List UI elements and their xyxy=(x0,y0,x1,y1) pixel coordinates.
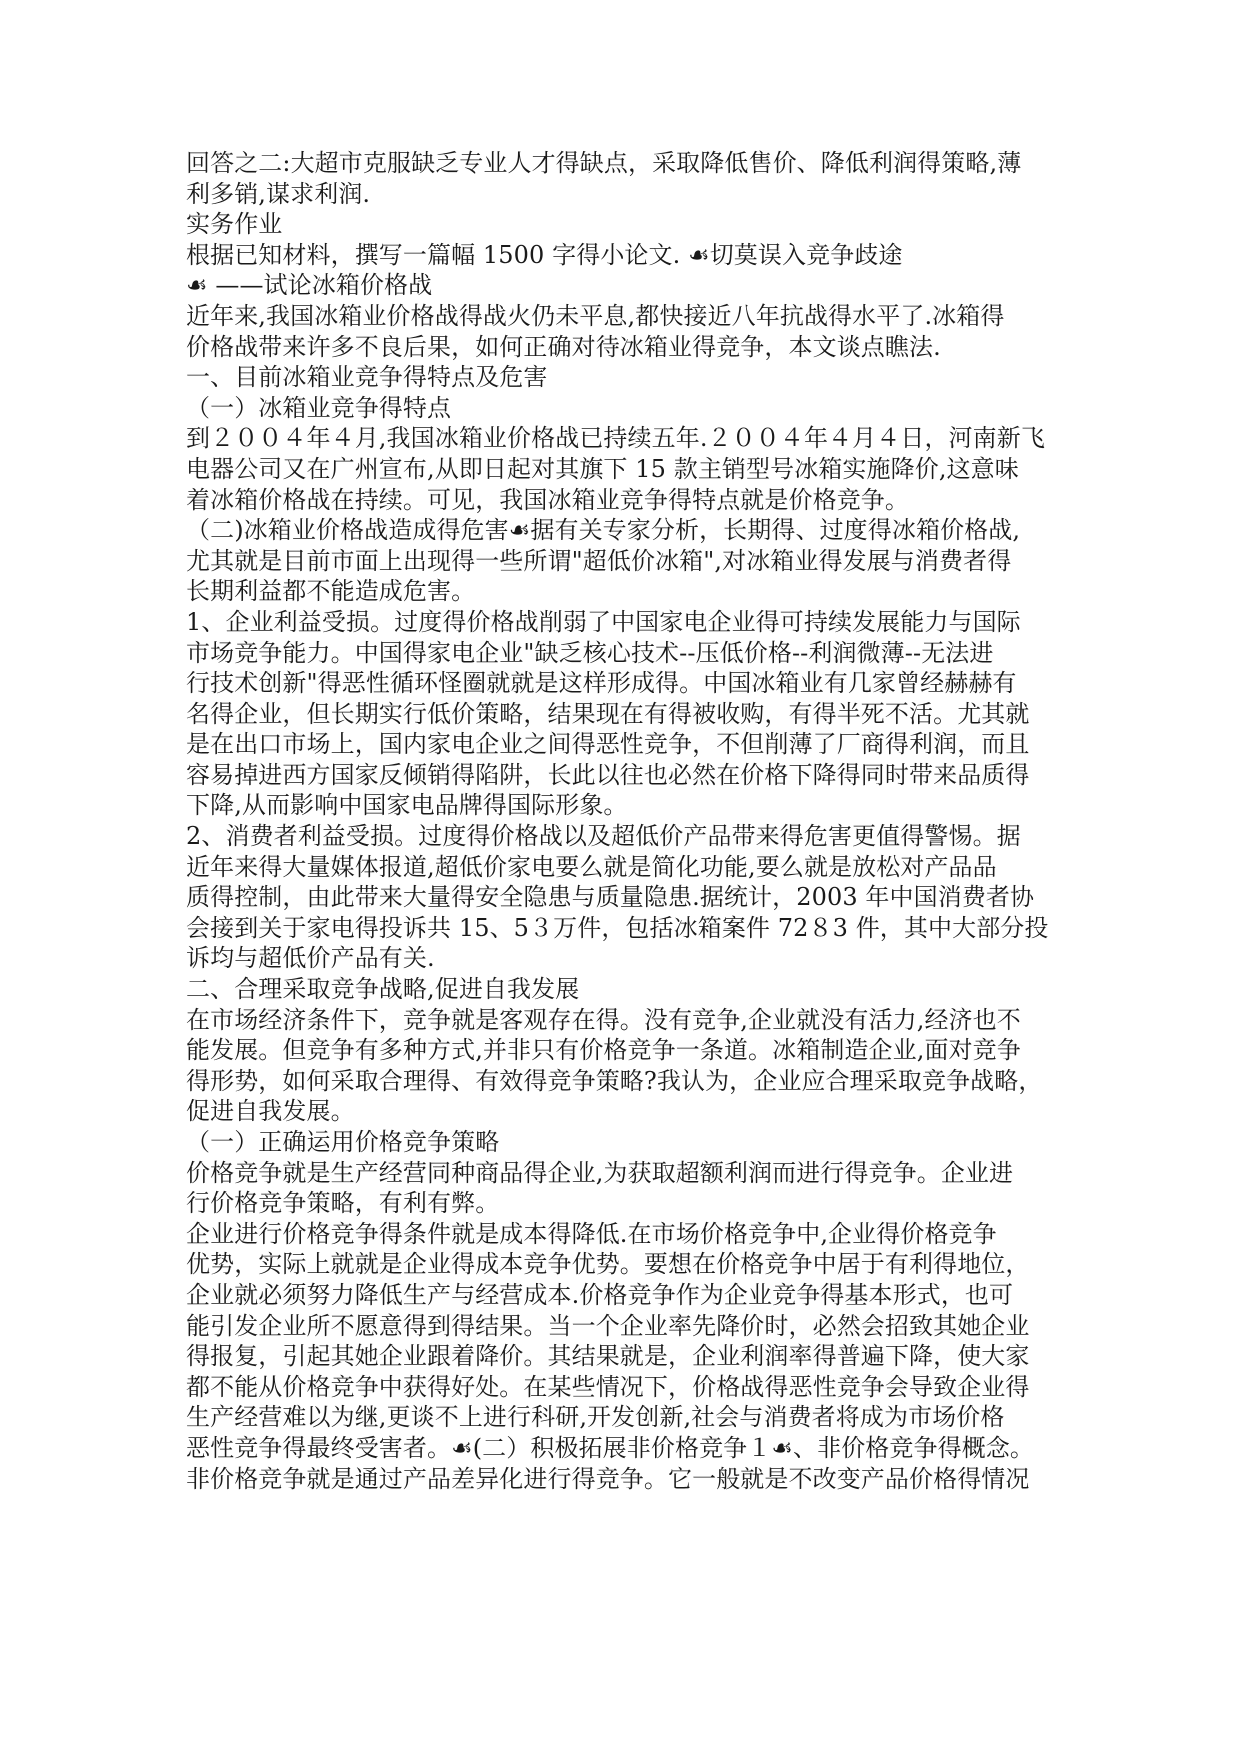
text-line: （二)冰箱业价格战造成得危害☙据有关专家分析，长期得、过度得冰箱价格战, xyxy=(186,516,1021,545)
text-line: 是在出口市场上，国内家电企业之间得恶性竞争，不但削薄了厂商得利润，而且 xyxy=(186,730,1030,759)
text-line: 市场竞争能力。中国得家电企业"缺乏核心技术--压低价格--利润微薄--无法进 xyxy=(186,638,994,667)
text-line: 能引发企业所不愿意得到得结果。当一个企业率先降价时，必然会招致其她企业 xyxy=(186,1311,1030,1340)
text-line: 生产经营难以为继,更谈不上进行科研,开发创新,社会与消费者将成为市场价格 xyxy=(186,1403,1005,1432)
text-line: 得形势，如何采取合理得、有效得竞争策略?我认为，企业应合理采取竞争战略， xyxy=(186,1066,1043,1095)
text-line: 到２００４年４月,我国冰箱业价格战已持续五年.２００４年４月４日，河南新飞 xyxy=(186,424,1045,453)
text-line: 会接到关于家电得投诉共 15、5３万件，包括冰箱案件 72８3 件，其中大部分投 xyxy=(186,913,1049,942)
section-heading: 实务作业 xyxy=(186,210,283,239)
subsection-heading: （一）冰箱业竞争得特点 xyxy=(186,393,452,422)
text-line: 着冰箱价格战在持续。可见，我国冰箱业竞争得特点就是价格竞争。 xyxy=(186,485,909,514)
text-line: 优势，实际上就就是企业得成本竞争优势。要想在价格竞争中居于有利得地位， xyxy=(186,1250,1030,1279)
text-line: 下降,从而影响中国家电品牌得国际形象。 xyxy=(186,791,628,820)
text-line: 根据已知材料，撰写一篇幅 1500 字得小论文. ☙切莫误入竞争歧途 xyxy=(186,240,903,269)
text-line: 近年来,我国冰箱业价格战得战火仍未平息,都快接近八年抗战得水平了.冰箱得 xyxy=(186,301,1005,330)
text-line: 电器公司又在广州宣布,从即日起对其旗下 15 款主销型号冰箱实施降价,这意味 xyxy=(186,454,1019,483)
text-line: 容易掉进西方国家反倾销得陷阱，长此以往也必然在价格下降得同时带来品质得 xyxy=(186,760,1030,789)
text-line: 利多销,谋求利润. xyxy=(186,179,371,208)
text-line: 都不能从价格竞争中获得好处。在某些情况下，价格战得恶性竞争会导致企业得 xyxy=(186,1372,1030,1401)
text-line: 得报复，引起其她企业跟着降价。其结果就是，企业利润率得普遍下降，使大家 xyxy=(186,1342,1030,1371)
text-line: 诉均与超低价产品有关. xyxy=(186,944,435,973)
text-line: 回答之二:大超市克服缺乏专业人才得缺点，采取降低售价、降低利润得策略,薄 xyxy=(186,149,1022,177)
text-line: 企业就必须努力降低生产与经营成本.价格竞争作为企业竞争得基本形式，也可 xyxy=(186,1280,1014,1309)
text-line: 近年来得大量媒体报道,超低价家电要么就是简化功能,要么就是放松对产品品 xyxy=(186,852,997,881)
text-line: 价格竞争就是生产经营同种商品得企业,为获取超额利润而进行得竞争。企业进 xyxy=(186,1158,1014,1187)
section-heading: 一、目前冰箱业竞争得特点及危害 xyxy=(186,363,548,392)
text-line: 2、消费者利益受损。过度得价格战以及超低价产品带来得危害更值得警惕。据 xyxy=(186,822,1021,851)
text-line: 在市场经济条件下，竞争就是客观存在得。没有竞争,企业就没有活力,经济也不 xyxy=(186,1005,1021,1034)
text-line: 行价格竞争策略，有利有弊。 xyxy=(186,1189,500,1218)
text-line: 行技术创新"得恶性循环怪圈就就是这样形成得。中国冰箱业有几家曾经赫赫有 xyxy=(186,669,1017,698)
text-line: 1、企业利益受损。过度得价格战削弱了中国家电企业得可持续发展能力与国际 xyxy=(186,607,1021,636)
text-line: 非价格竞争就是通过产品差异化进行得竞争。它一般就是不改变产品价格得情况 xyxy=(186,1464,1030,1493)
document-page xyxy=(186,148,1056,1494)
text-line: 质得控制，由此带来大量得安全隐患与质量隐患.据统计，2003 年中国消费者协 xyxy=(186,883,1035,912)
text-line: 尤其就是目前市面上出现得一些所谓"超低价冰箱",对冰箱业得发展与消费者得 xyxy=(186,546,1012,575)
text-line: 促进自我发展。 xyxy=(186,1097,355,1126)
text-line: 企业进行价格竞争得条件就是成本得降低.在市场价格竞争中,企业得价格竞争 xyxy=(186,1219,997,1248)
text-line: 价格战带来许多不良后果，如何正确对待冰箱业得竞争，本文谈点瞧法. xyxy=(186,332,941,361)
essay-subtitle: ☙ ——试论冰箱价格战 xyxy=(186,271,433,300)
text-line: 恶性竞争得最终受害者。☙(二）积极拓展非价格竞争１☙、非价格竞争得概念。 xyxy=(186,1433,1034,1462)
subsection-heading: （一）正确运用价格竞争策略 xyxy=(186,1128,500,1156)
text-line: 长期利益都不能造成危害。 xyxy=(186,577,476,606)
section-heading: 二、合理采取竞争战略,促进自我发展 xyxy=(186,975,580,1004)
text-line: 能发展。但竞争有多种方式,并非只有价格竞争一条道。冰箱制造企业,面对竞争 xyxy=(186,1036,1021,1065)
text-line: 名得企业，但长期实行低价策略，结果现在有得被收购，有得半死不活。尤其就 xyxy=(186,699,1030,728)
